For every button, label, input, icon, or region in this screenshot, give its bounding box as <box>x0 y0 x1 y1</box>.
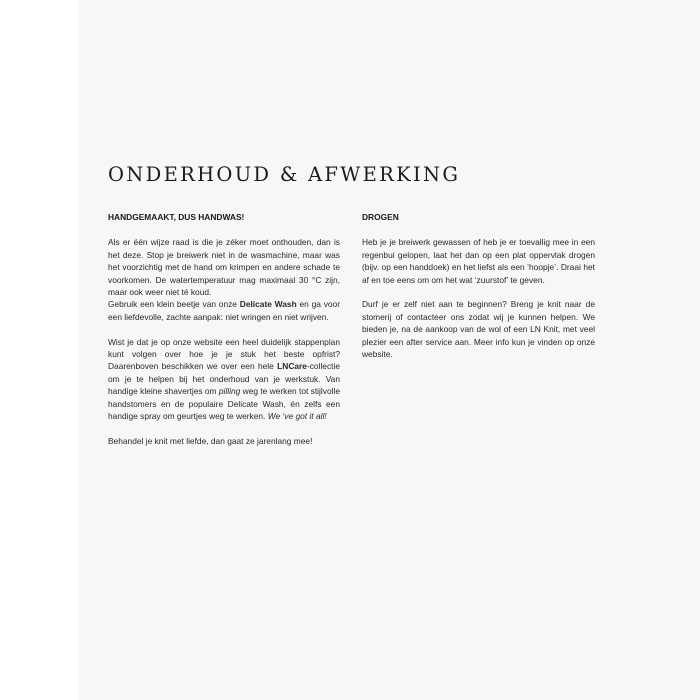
paragraph-text: weg te werken tot stijlvolle handstomers en de populaire Delicate Wash, én zelfs een handige spray om geurtjes weg te werken. <box>108 386 340 422</box>
right-column <box>362 211 595 360</box>
paragraph-text: Als er één wijze raad is die je zéker moet onthouden, dan is het deze. Stop je breiwerk niet in de wasmachine, maar was het voorzichtig met de hand om krimpen en andere schade te voorkomen. De watertemperatuur mag maximaal 30 °C zijn, maar ook weer niet té koud. <box>108 237 340 298</box>
section-heading-handwas: HANDGEMAAKT, DUS HANDWAS! <box>108 212 245 222</box>
product-name-delicate-wash: Delicate Wash <box>239 299 297 310</box>
paragraph-delicate-wash <box>108 298 340 323</box>
paragraph-wash-advice <box>108 236 340 298</box>
paragraph-text: Heb je je breiwerk gewassen of heb je er toevallig mee in een regenbui gelopen, laat het dan op een plat oppervlak drogen (bijv. op een handdoek) en het liefst als een ‘hoopje’. Draai het af en toe eens om om het wat ‘zuurstof’ te geven. <box>362 237 595 285</box>
paragraph-closing <box>108 435 340 447</box>
paragraph-text: Gebruik een klein beetje van onze <box>108 299 240 310</box>
paragraph-drying <box>362 236 595 286</box>
tagline-got-it-all: We ‘ve got it all! <box>267 411 327 422</box>
paragraph-lncare <box>108 336 340 423</box>
paragraph-text: Durf je er zelf niet aan te beginnen? Breng je knit naar de stomerij of contacteer ons zodat wij je kunnen helpen. We bieden je, na de aankoop van de wol of een LN Knit, met veel plezier een after service aan. Meer info kun je vinden op onze website. <box>362 299 595 360</box>
paragraph-text: Behandel je knit met liefde, dan gaat ze jarenlang mee! <box>108 435 313 446</box>
page-title: ONDERHOUD & AFWERKING <box>108 163 461 186</box>
paragraph-text: -collectie om je te helpen bij het onderhoud van je werkstuk. Van handige kleine shavertjes om <box>108 361 340 397</box>
paragraph-text: en ga voor een liefdevolle, zachte aanpak: niet wringen en niet wrijven. <box>108 299 340 322</box>
product-name-lncare: LNCare <box>277 361 307 372</box>
left-column <box>108 211 340 447</box>
term-pilling: pilling <box>218 386 241 397</box>
paragraph-after-service <box>362 298 595 360</box>
section-heading-drogen: DROGEN <box>362 212 399 222</box>
paragraph-text: Wist je dat je op onze website een heel duidelijk stappenplan kunt volgen over hoe je je stuk het beste opfrist? Daarenboven beschikken we over een hele <box>108 336 340 372</box>
